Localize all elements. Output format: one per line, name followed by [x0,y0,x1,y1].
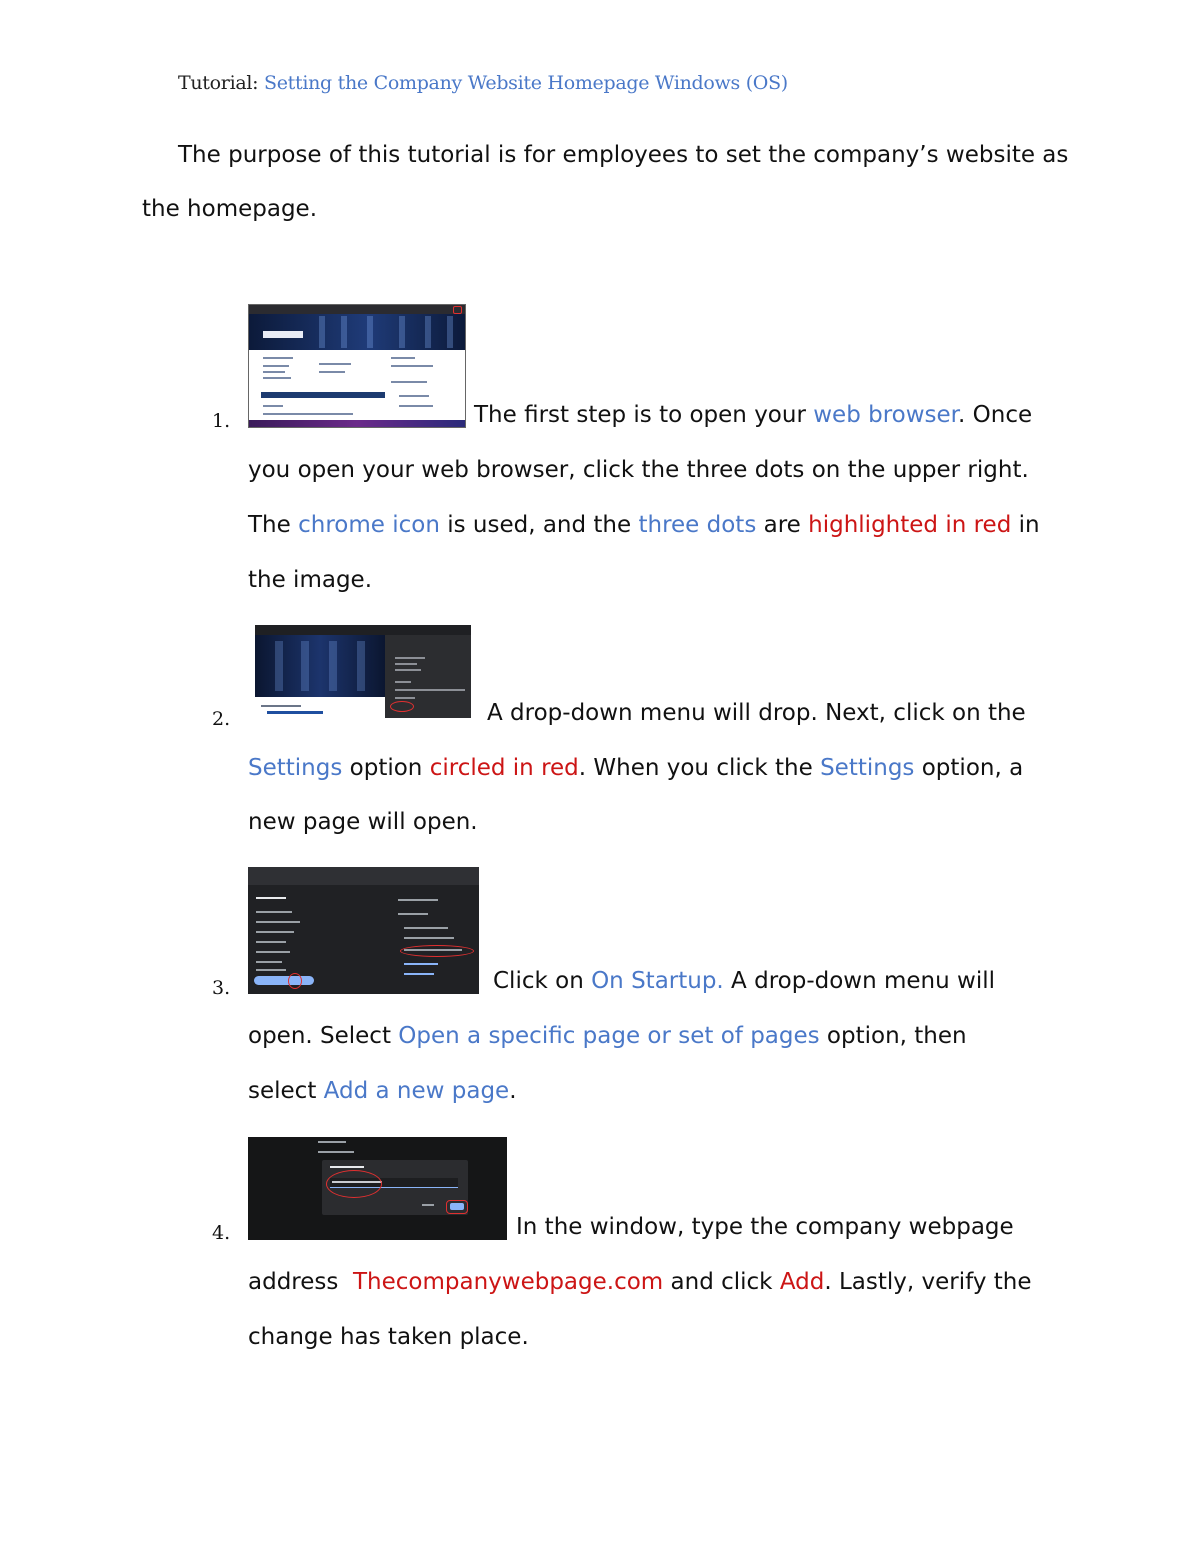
step-number: 4. [212,1222,231,1244]
step-2-line-2: Settings option circled in red. When you click the Settings option, a [248,755,1024,781]
step-4-line-3: change has taken place. [248,1324,529,1350]
url-field-circle-highlight [326,1170,382,1198]
step-2-line-1: A drop-down menu will drop. Next, click on the [487,700,1026,726]
step-number: 3. [212,977,231,999]
three-dots-highlight [453,306,462,314]
intro-paragraph: The purpose of this tutorial is for employees to set the company’s website as the homepage. [142,142,1069,222]
chrome-menu-screenshot [255,625,471,718]
tutorial-title [178,72,788,94]
title-prefix: Tutorial: [178,72,264,94]
step-1-line-4: the image. [248,567,373,593]
step-3-line-2: open. Select Open a specific page or set of pages option, then [248,1023,967,1049]
step-number: 2. [212,708,231,730]
add-page-dialog-screenshot [248,1137,507,1240]
settings-circle-highlight [390,701,414,712]
settings-on-startup-screenshot [248,867,479,994]
step-2-line-3: new page will open. [248,809,478,835]
step-1-line-1: The first step is to open your web browser. Once [474,402,1033,428]
title-highlight: Setting the Company Website Homepage Windows (OS) [264,72,788,94]
step-3-line-1: Click on On Startup. A drop-down menu will [493,968,995,994]
browser-homepage-screenshot [248,304,466,428]
step-1-line-3: The chrome icon is used, and the three dots are highlighted in red in [248,512,1040,538]
specific-page-circle-highlight [400,945,474,957]
step-1-line-2: you open your web browser, click the three dots on the upper right. [248,457,1029,483]
add-button-circle-highlight [446,1200,468,1214]
step-3-line-3: select Add a new page. [248,1078,517,1104]
step-4-line-1: In the window, type the company webpage [516,1214,1014,1240]
step-4-line-2: address Thecompanywebpage.com and click Add. Lastly, verify the [248,1269,1032,1295]
step-number: 1. [212,410,231,432]
on-startup-circle-highlight [288,973,302,989]
